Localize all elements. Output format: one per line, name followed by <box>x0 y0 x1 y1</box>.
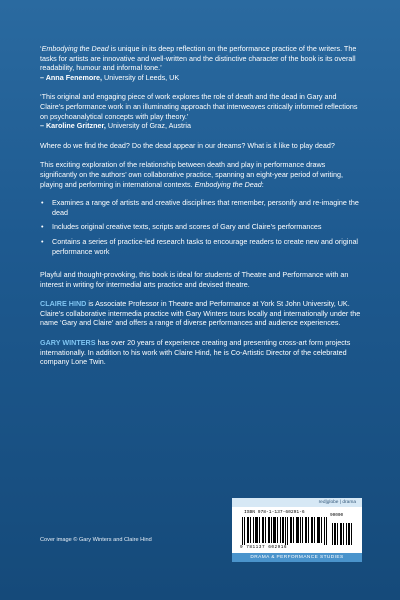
list-item-text: Includes original creative texts, scripts and scores of Gary and Claire’s performances <box>52 222 322 232</box>
bullet-icon: • <box>41 222 44 232</box>
intro-suffix: : <box>261 179 264 189</box>
barcode-panel <box>232 498 362 562</box>
cover-image-credit: Cover image © Gary Winters and Claire Hind <box>40 537 152 543</box>
list-item <box>41 222 362 232</box>
feature-list <box>40 198 362 256</box>
intro-text: This exciting exploration of the relationship between death and play in performance draws significantly on the authors’ own collaborative practice, spanning an eight-year period of writing, playing and performing in international contexts. <box>40 160 343 189</box>
list-item-text: Examines a range of artists and creative disciplines that remember, personify and re-imagine the dead <box>52 198 359 217</box>
book-title-italic: Embodying the Dead <box>41 44 109 53</box>
quote-1-affiliation: University of Leeds, UK <box>102 72 180 82</box>
series-label: DRAMA & PERFORMANCE STUDIES <box>232 553 362 562</box>
quote-1-text: is unique in its deep reflection on the performance practice of the writers. The tasks for artists are innovative and well-written and the distinctive character of the book is its overall readability, humour and informal tone.’ <box>40 44 357 73</box>
quote-1-author: – Anna Fenemore, <box>40 72 103 82</box>
isbn-text: ISBN 978-1-137-60291-6 <box>244 510 305 515</box>
author-name-hind: CLAIRE HIND <box>40 299 87 309</box>
intro-book-title: Embodying the Dead <box>194 179 262 189</box>
author-name-winters: GARY WINTERS <box>40 338 96 348</box>
barcode-digits: 9 781137 602916 <box>240 545 288 550</box>
audience-paragraph: Playful and thought-provoking, this book is ideal for students of Theatre and Performance with an interest in writing for intermedial arts practice and devised theatre. <box>40 270 349 289</box>
barcode-icon <box>242 517 354 545</box>
intro-paragraph <box>40 160 362 189</box>
bio-winters-text: has over 20 years of experience creating and presenting cross-art form projects internationally. In addition to his work with Claire Hind, he is Co-Artistic Director of the celebrated company Lone Twin. <box>40 338 351 367</box>
author-bio-hind <box>40 299 362 328</box>
barcode-area <box>232 507 362 553</box>
back-cover-text <box>40 44 362 367</box>
quote-2-affiliation: University of Graz, Austria <box>105 121 191 131</box>
bullet-icon: • <box>41 198 44 208</box>
quote-2-text: ‘This original and engaging piece of work explores the role of death and the dead in Gary and Claire’s performance work in an illuminating approach that interweaves critically informed reflections on psychoanalytical concepts with play theory.’ <box>40 92 358 121</box>
review-quote-1 <box>40 44 362 82</box>
quote-2-author: – Karoline Gritzner, <box>40 121 106 131</box>
author-bio-winters <box>40 338 362 367</box>
review-quote-2 <box>40 92 362 130</box>
bio-hind-text: is Associate Professor in Theatre and Performance at York St John University, UK. Claire’s collaborative intermedia practice with Gary Winters tours locally and internationally under the name ‘Gary and Claire’ and offers a range of diverse performances and audience experiences. <box>40 299 361 328</box>
addon-digits: 90000 <box>330 513 344 518</box>
list-item <box>41 236 362 256</box>
list-item <box>41 198 362 217</box>
questions-paragraph: Where do we find the dead? Do the dead appear in our dreams? What is it like to play dead? <box>40 140 335 150</box>
publisher-logo: red|globe | drama <box>232 498 362 507</box>
bullet-icon: • <box>41 236 44 246</box>
list-item-text: Contains a series of practice-led research tasks to encourage readers to create new and original performance work <box>52 236 359 256</box>
quote-open-mark: ‘ <box>40 44 42 53</box>
